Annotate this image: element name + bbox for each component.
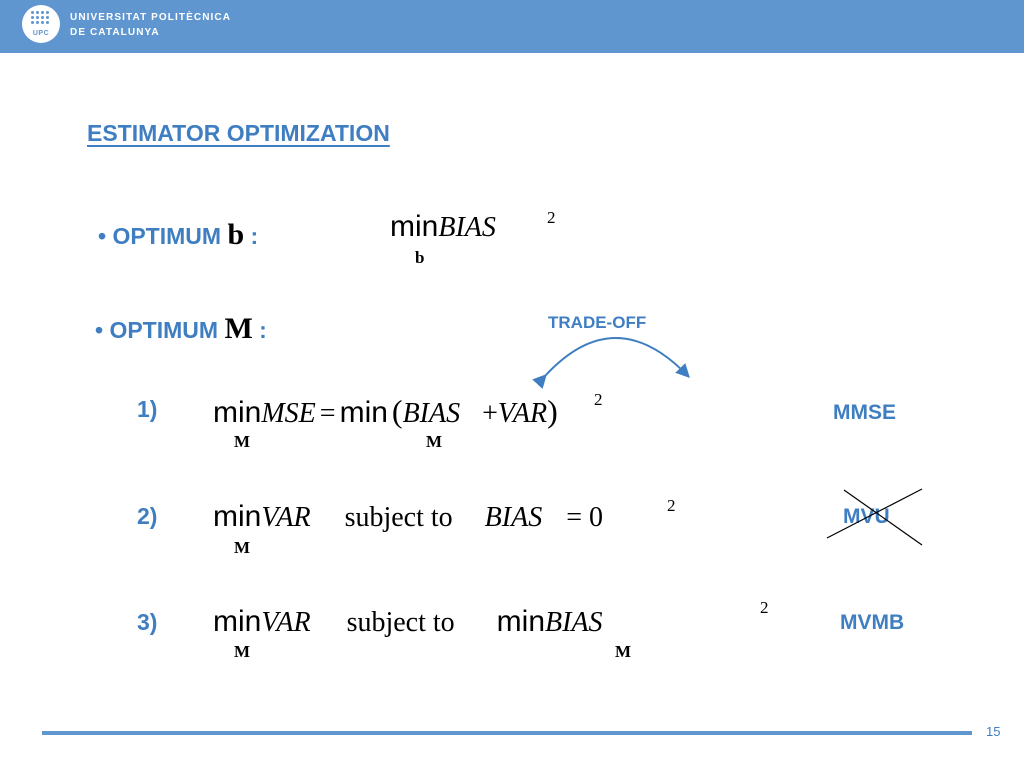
- min-operator: min: [339, 396, 388, 429]
- subscript-m: M: [234, 538, 251, 557]
- subject-to-text: subject to: [344, 502, 453, 533]
- close-paren: ): [547, 393, 558, 429]
- exponent-2: 2: [760, 598, 769, 617]
- page-number: 15: [986, 724, 1001, 739]
- min-operator: min: [213, 605, 262, 638]
- bias-term: BIAS: [545, 607, 603, 638]
- bullet-label: • OPTIMUM: [95, 317, 219, 343]
- exponent-2: 2: [594, 390, 603, 409]
- subscript-m: M: [426, 432, 443, 451]
- bullet-label: • OPTIMUM: [98, 223, 222, 249]
- open-paren: (: [391, 393, 403, 429]
- slide-title: ESTIMATOR OPTIMIZATION: [87, 120, 390, 146]
- var-term: VAR: [261, 607, 311, 638]
- tag-mvmb: MVMB: [840, 611, 905, 634]
- min-operator: min: [213, 396, 262, 429]
- item-number-1: 1): [137, 396, 158, 422]
- subscript-m: M: [234, 642, 251, 661]
- university-name-line2: DE CATALUNYA: [70, 27, 160, 38]
- var-term: VAR: [497, 398, 548, 429]
- equals-zero: = 0: [566, 502, 603, 533]
- footer-line: [42, 731, 972, 735]
- subject-to-text: subject to: [346, 607, 455, 638]
- symbol-m: M: [224, 312, 253, 345]
- item-number-2: 2): [137, 503, 158, 529]
- min-operator: min: [496, 605, 546, 638]
- bias-term: BIAS: [402, 398, 461, 429]
- item-number-3: 3): [137, 609, 158, 635]
- subscript-m: M: [615, 642, 632, 661]
- bias-term: BIAS: [438, 212, 496, 243]
- exponent-2: 2: [547, 208, 556, 227]
- subscript-b: b: [415, 248, 425, 267]
- logo-text: UPC: [32, 30, 50, 37]
- symbol-b: b: [227, 218, 245, 251]
- exponent-2: 2: [667, 496, 676, 515]
- var-term: VAR: [261, 502, 311, 533]
- university-name-line1: UNIVERSITAT POLITÈCNICA: [70, 12, 232, 23]
- subscript-m: M: [234, 432, 251, 451]
- bias-term: BIAS: [484, 502, 543, 533]
- equation-3: [213, 605, 603, 639]
- bullet-colon: :: [250, 223, 259, 249]
- min-operator: min: [213, 500, 262, 533]
- tag-mvu: MVU: [843, 505, 890, 528]
- plus-sign: +: [482, 398, 498, 429]
- mse-term: MSE: [261, 398, 316, 429]
- min-operator: min: [390, 210, 439, 243]
- bullet-colon: :: [259, 317, 267, 343]
- equals-sign: =: [319, 398, 336, 429]
- tag-mmse: MMSE: [833, 401, 896, 424]
- trade-off-label: TRADE-OFF: [548, 313, 647, 332]
